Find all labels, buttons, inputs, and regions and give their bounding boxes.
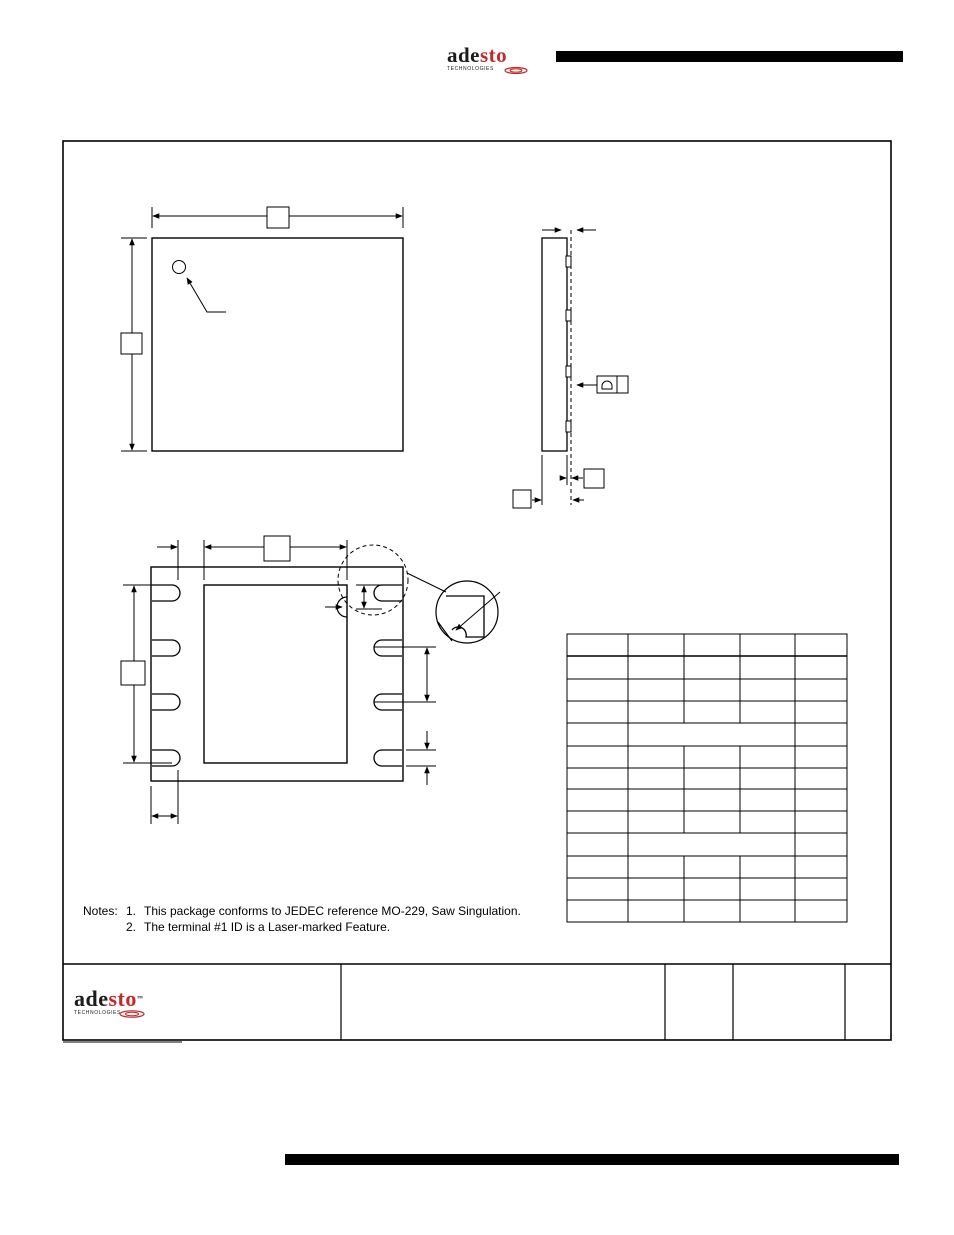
note-row <box>83 903 521 919</box>
detail-callout-leader <box>407 573 446 592</box>
bottom-view <box>121 536 500 824</box>
note-number: 2. <box>126 920 137 934</box>
exposed-pad <box>204 585 347 763</box>
side-lead <box>566 366 571 377</box>
bottom-lead-left <box>152 694 180 710</box>
coplanarity-frame <box>597 376 628 393</box>
title-logo-wordmark: adesto™ <box>74 986 144 1011</box>
bottom-view-body <box>151 567 403 781</box>
dimension-table <box>567 634 847 922</box>
package-height-label-box <box>513 490 531 508</box>
note-text: The terminal #1 ID is a Laser-marked Feature. <box>144 920 391 934</box>
header-logo-wordmark: adesto <box>447 43 508 67</box>
side-lead <box>566 256 571 267</box>
pin1-marker-icon <box>173 261 186 274</box>
detail-callout-circle <box>338 545 408 615</box>
side-view <box>513 230 628 508</box>
bottom-lead-left <box>152 585 180 601</box>
top-width-label-box <box>267 207 289 228</box>
title-logo-swoosh-icon <box>118 1009 146 1019</box>
drawing-notes <box>83 903 521 935</box>
side-lead <box>566 310 571 321</box>
pad-height-label-box <box>121 661 145 685</box>
note-text: This package conforms to JEDEC reference MO-229, Saw Singulation. <box>144 904 521 918</box>
detail-pad-corner <box>446 596 484 637</box>
side-lead <box>566 421 571 432</box>
footer-bar <box>285 1154 899 1165</box>
detail-magnified-circle <box>436 581 498 643</box>
top-view <box>121 207 403 451</box>
title-block <box>63 964 891 1040</box>
note-number: 1. <box>126 904 137 918</box>
bottom-lead-left <box>152 640 180 656</box>
notes-label: Notes: <box>83 904 118 918</box>
note-row <box>83 919 521 935</box>
title-block-logo <box>74 988 164 1020</box>
bottom-lead-right <box>374 750 402 766</box>
top-height-label-box <box>121 333 142 354</box>
title-logo-tagline: TECHNOLOGIES <box>74 1010 121 1016</box>
bottom-lead-left <box>152 750 180 766</box>
pin1-leader <box>187 278 226 312</box>
top-view-body <box>152 238 403 451</box>
side-view-body <box>542 238 567 451</box>
detail-leader <box>456 592 500 630</box>
bottom-lead-right <box>374 585 402 601</box>
header-logo-tagline: TECHNOLOGIES <box>447 66 494 72</box>
lead-thickness-label-box <box>584 469 604 488</box>
bottom-lead-right <box>374 640 402 656</box>
pad-width-label-box <box>264 536 290 561</box>
